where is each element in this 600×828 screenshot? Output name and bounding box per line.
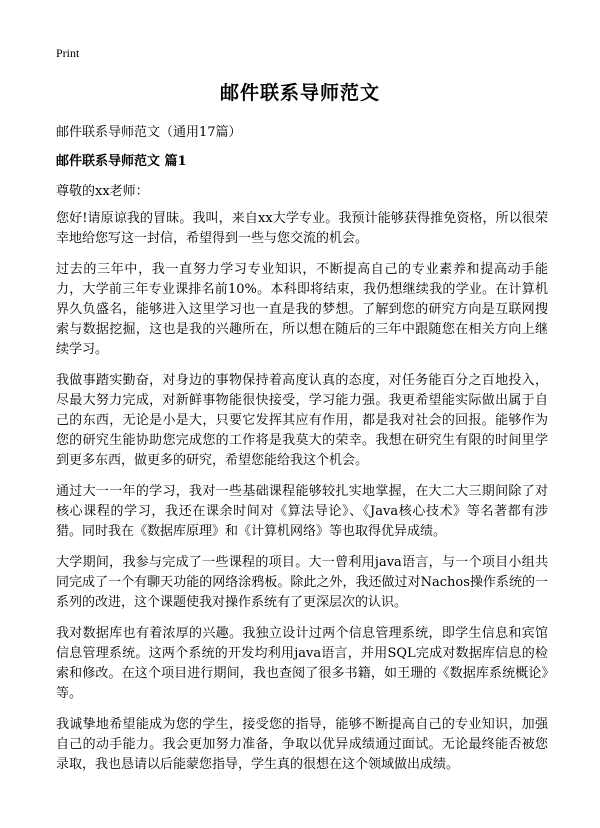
- paragraph: 通过大一一年的学习，我对一些基础课程能够较扎实地掌握，在大二大三期间除了对核心课程的学习，我还在课余时间对《算法导论》、《Java核心技术》等名著都有涉猎。同时我在《数据库原理》和《计算机网络》等也取得优异成绩。: [56, 484, 548, 539]
- document-subtitle: 邮件联系导师范文（通用17篇）: [56, 125, 242, 140]
- paragraph: 您好!请原谅我的冒昧。我叫，来自xx大学专业。我预计能够获得推免资格，所以很荣幸地给您写这一封信，希望得到一些与您交流的机会。: [56, 211, 548, 246]
- paragraph: 我诚挚地希望能成为您的学生，接受您的指导，能够不断提高自己的专业知识，加强自己的动手能力。我会更加努力准备，争取以优异成绩通过面试。无论最终能否被您录取，我也恳请以后能蒙您指导，学生真的很想在这个领域做出成绩。: [56, 717, 548, 772]
- letter-greeting: 尊敬的xx老师：: [56, 184, 149, 199]
- paragraph: 我对数据库也有着浓厚的兴趣。我独立设计过两个信息管理系统，即学生信息和宾馆信息管理系统。这两个系统的开发均利用java语言，并用SQL完成对数据库信息的检索和修改。在这个项目进行期间，我也查阅了很多书籍，如王珊的《数据库系统概论》等。: [56, 626, 548, 701]
- paragraph: 大学期间，我参与完成了一些课程的项目。大一曾利用java语言，与一个项目小组共同完成了一个有聊天功能的网络涂鸦板。除此之外，我还做过对Nachos操作系统的一系列的改进，这个课题使我对操作系统有了更深层次的认识。: [56, 555, 548, 610]
- print-link[interactable]: Print: [56, 46, 80, 60]
- document-title: 邮件联系导师范文: [219, 82, 380, 104]
- section-heading: 邮件联系导师范文 篇1: [56, 154, 187, 169]
- paragraph: 我做事踏实勤奋，对身边的事物保持着高度认真的态度，对任务能百分之百地投入，尽最大努力完成，对新鲜事物能很快接受，学习能力强。我更希望能实际做出属于自己的东西，无论是小是大，只要它发挥其应有作用，都是我对社会的回报。能够作为您的研究生能协助您完成您的工作将是我莫大的荣幸。我想在研究生有限的时间里学到更多东西，做更多的研究，希望您能给我这个机会。: [56, 373, 548, 468]
- paragraph: 过去的三年中，我一直努力学习专业知识，不断提高自己的专业素养和提高动手能力，大学前三年专业课排名前10%。本科即将结束，我仍想继续我的学业。在计算机界久负盛名，能够进入这里学习也一直是我的梦想。了解到您的研究方向是互联网搜索与数据挖掘，这也是我的兴趣所在，所以想在随后的三年中跟随您在相关方向上继续学习。: [56, 262, 548, 357]
- letter-body: [56, 209, 548, 786]
